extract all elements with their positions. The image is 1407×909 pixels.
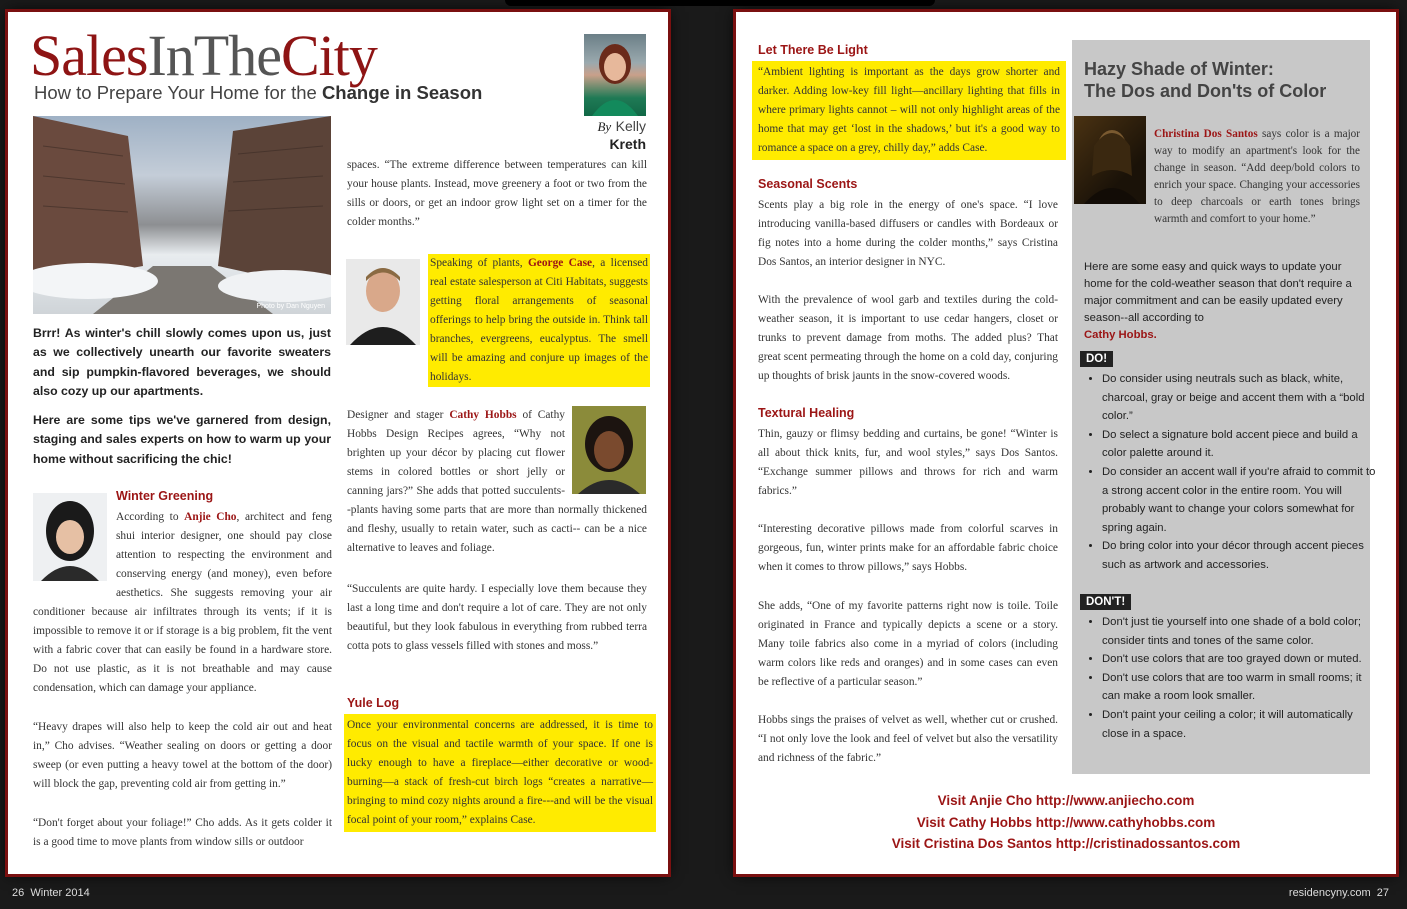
masthead-sales: Sales: [30, 23, 148, 88]
left-page-number: 26: [12, 887, 25, 899]
do-list: [1084, 370, 1376, 575]
yule-log-highlight: Once your environmental concerns are addressed, it is time to focus on the visual and tactile warmth of your space. If one is lucky enough to have a fireplace—either decorative or wood-burning—a stack of fresh-cut birch logs “creates a narrative—bringing to mind cozy nights around a fire---and will be the visual focal point of your room,” explains Case.: [344, 714, 656, 832]
subtitle: [34, 82, 482, 104]
visit-links: [736, 790, 1396, 855]
textural-paragraph-4: Hobbs sings the praises of velvet as well, whether cut or crushed. “I not only love the look and feel of velvet but also the versatility and richness of the fabric.”: [758, 714, 1058, 764]
textural-paragraph-3: She adds, “One of my favorite patterns right now is toile. Toile originated in France and typically depicts a scene or a story. Many toile fabrics also come in a myriad of colors (including warm colors like reds and oranges) and in some cases can even be reflective of a particular season.”: [758, 600, 1058, 688]
byline-first: Kelly: [615, 118, 646, 134]
scents-paragraph-2: With the prevalence of wool garb and textiles during the cold-weather season, it is important to use cedar hangers, closet or trunks to prevent damage from moths. The added plus? That great scent permeating through the home on a cold day, conjuring up thoughts of brisk jaunts in the snow-covered woods.: [758, 294, 1058, 382]
george-case-name: George Case: [527, 257, 593, 269]
scents-heading: Seasonal Scents: [758, 177, 858, 191]
sidebar-quote: [1154, 126, 1360, 228]
street-snow-photo: [33, 116, 331, 314]
hobbs-p1-pre: Designer and stager: [347, 409, 450, 421]
color-sidebar: [1072, 40, 1376, 774]
cristina-portrait-icon: [1074, 116, 1146, 204]
col2-paragraph-1: spaces. “The extreme difference between temperatures can kill your house plants. Instead, move greenery a foot or two from the sills or doors, or get an indoor grow light set on a timer for the colder months.”: [347, 159, 647, 228]
do-label: DO!: [1080, 351, 1113, 367]
byline-last: Kreth: [609, 136, 646, 152]
winter-paragraph-2: “Heavy drapes will also help to keep the cold air out and heat in,” Cho advises. “Weather sealing on doors or getting a door sweep (or even putting a heavy towel at the bottom of the door) will block the gap, preventing cold air from getting in.”: [33, 721, 332, 790]
byline: [584, 118, 646, 154]
do-item: • Do consider an accent wall if you're afraid to commit to a strong accent color in the entire room. You will probably want to change your colors somewhat for spring again.: [1102, 463, 1376, 537]
snowy-street-icon: [33, 116, 331, 314]
visit-anjie-link[interactable]: Visit Anjie Cho http://www.anjiecho.com: [937, 793, 1195, 808]
anjie-cho-name: Anjie Cho: [184, 511, 237, 523]
sidebar-title: [1084, 58, 1326, 102]
dont-item: • Don't use colors that are too warm in small rooms; it can make a room look smaller.: [1102, 669, 1376, 706]
left-footer: [12, 887, 90, 899]
masthead-city: City: [280, 23, 377, 88]
hobbs-paragraph-1: [347, 406, 647, 558]
case-highlight-block: [428, 254, 650, 387]
cathy-hobbs-name: Cathy Hobbs: [449, 409, 517, 421]
hobbs-photo-wrap-spacer: [565, 406, 647, 490]
masthead-title: [30, 22, 377, 89]
sidebar-title-line-1: Hazy Shade of Winter:: [1084, 59, 1274, 79]
textural-paragraph-1: Thin, gauzy or flimsy bedding and curtains, be gone! “Winter is all about thick knits, fur, and wool styles,” says Dos Santos. “Exchange summer pillows and throws for rich and warm fabrics.”: [758, 428, 1058, 497]
do-item: • Do consider using neutrals such as black, white, charcoal, gray or beige and accent them with a “bold color.”: [1102, 370, 1376, 426]
hobbs-p1-post: of Cathy Hobbs Design Recipes agrees, “Why not brighten up your décor by placing cut flower stems in colored bottles or short jelly or canning jars?” She adds that potted succulents--plants having some parts that are more than normally thickened and fleshy, usually to retain water, such as cacti-- can be a nice alternative to leaves and foliage.: [347, 409, 647, 554]
george-portrait-icon: [346, 259, 420, 345]
photo-wrap-spacer: [33, 508, 116, 592]
dont-item: • Don't just tie yourself into one shade of a bold color; consider tints and tones of the same color.: [1102, 613, 1376, 650]
author-photo: [584, 34, 646, 116]
light-highlight: “Ambient lighting is important as the days grow shorter and darker. Adding low-key fill light—ancillary lighting that fills in where primary lights cannot – will not only highlight areas of the home that may get ‘lost in the shadows,’ but it's a good way to romance a space on a grey, chilly day,” adds Case.: [752, 61, 1066, 160]
winter-p1-post: , architect and feng shui interior designer, one should pay close attention to respecting the environment and conserving energy (and money), even before aesthetics. She suggests removing your air conditioner because air infiltrates through its vents; if it is impossible to remove it or if storage is a big problem, fit the vent with a fabric cover that can easily be found in a hardware store. Do not use plastic, as it is not breathable and may cause condensation, which can damage your appliance.: [33, 511, 332, 694]
dont-item: • Don't paint your ceiling a color; it will automatically close in a space.: [1102, 706, 1376, 743]
site-label: residencyny.com: [1288, 887, 1371, 899]
cristina-dos-santos-photo: [1074, 116, 1146, 204]
sidebar-intro-text: Here are some easy and quick ways to update your home for the cold-weather season that don't require a major commitment and can be easily updated every season--all according to: [1084, 261, 1352, 324]
top-shadow: [505, 0, 935, 6]
intro-paragraph-1: Brrr! As winter's chill slowly comes upon us, just as we collectively unearth our favorite sweaters and sip pumpkin-flavored beverages, we should also cozy up our apartments.: [33, 326, 331, 398]
right-page: [736, 12, 1396, 874]
dont-label: DON'T!: [1080, 594, 1131, 610]
cristina-name: Christina Dos Santos: [1154, 128, 1258, 140]
subtitle-plain: How to Prepare Your Home for the: [34, 82, 317, 103]
hobbs-paragraph-2: “Succulents are quite hardy. I especially love them because they last a long time and don't require a lot of care. They are not only beautiful, but they look fabulous in everything from rubbed terra cotta pots to glass vessels filled with stones and moss.”: [347, 583, 647, 652]
do-item: • Do select a signature bold accent piece and build a color palette around it.: [1102, 426, 1376, 463]
author-portrait-icon: [584, 34, 646, 116]
right-footer: [1289, 887, 1389, 899]
byline-by: By: [597, 119, 612, 134]
left-page: [8, 12, 668, 874]
yule-log-heading: Yule Log: [347, 696, 400, 710]
winter-p1-pre: According to: [116, 511, 185, 523]
masthead-the: The: [193, 23, 281, 88]
issue-label: Winter 2014: [30, 887, 90, 899]
case-post: , a licensed real estate salesperson at Citi Habitats, suggests getting floral arrangements of seasonal offerings to help bring the outside in. Think tall branches, evergreens, eucalyptus. The smell will be amazing and conjure up images of the holidays.: [430, 257, 648, 383]
sidebar-intro-name: Cathy Hobbs.: [1084, 329, 1157, 341]
masthead-in: In: [147, 23, 194, 88]
winter-paragraph-3: “Don't forget about your foliage!” Cho adds. As it gets colder it is a good time to move plants from window sills or outdoor: [33, 817, 332, 848]
winter-paragraph-1: [33, 508, 332, 698]
sidebar-intro: [1084, 259, 1362, 344]
case-pre: Speaking of plants,: [430, 257, 528, 269]
visit-cristina-link[interactable]: Visit Cristina Dos Santos http://cristinadossantos.com: [891, 836, 1241, 851]
sidebar-quote-text: says color is a major way to modify an apartment's look for the change in season. “Add deep/bold colors to enrich your space. Changing your accessories to deep charcoals or earth tones brings warmth and comfort to your home.”: [1154, 128, 1360, 225]
textural-paragraph-2: “Interesting decorative pillows made from colorful scarves in gorgeous, fun, winter prints make for an affordable fabric choice when it comes to throw pillows,” says Hobbs.: [758, 523, 1058, 573]
textural-heading: Textural Healing: [758, 406, 855, 420]
winter-greening-heading: Winter Greening: [116, 489, 214, 503]
sidebar-title-line-2: The Dos and Don'ts of Color: [1084, 81, 1327, 101]
photo-credit: Photo by Dan Nguyen: [256, 303, 325, 310]
scents-paragraph-1: Scents play a big role in the energy of one's space. “I love introducing vanilla-based diffusers or candles with Bordeaux or fig notes into a home during the colder months,” says Cristina Dos Santos, an interior designer in NYC.: [758, 199, 1058, 268]
intro-paragraph-2: Here are some tips we've garnered from design, staging and sales experts on how to warm up your home without sacrificing the chic!: [33, 413, 331, 466]
subtitle-bold: Change in Season: [321, 82, 483, 103]
do-item: • Do bring color into your décor through accent pieces such as artwork and accessories.: [1102, 537, 1376, 574]
light-heading: Let There Be Light: [758, 43, 868, 57]
dont-item: • Don't use colors that are too grayed down or muted.: [1102, 650, 1376, 669]
visit-cathy-link[interactable]: Visit Cathy Hobbs http://www.cathyhobbs.com: [916, 814, 1216, 830]
right-page-number: 27: [1376, 887, 1389, 899]
dont-list: [1084, 613, 1376, 743]
george-case-photo: [346, 259, 420, 345]
